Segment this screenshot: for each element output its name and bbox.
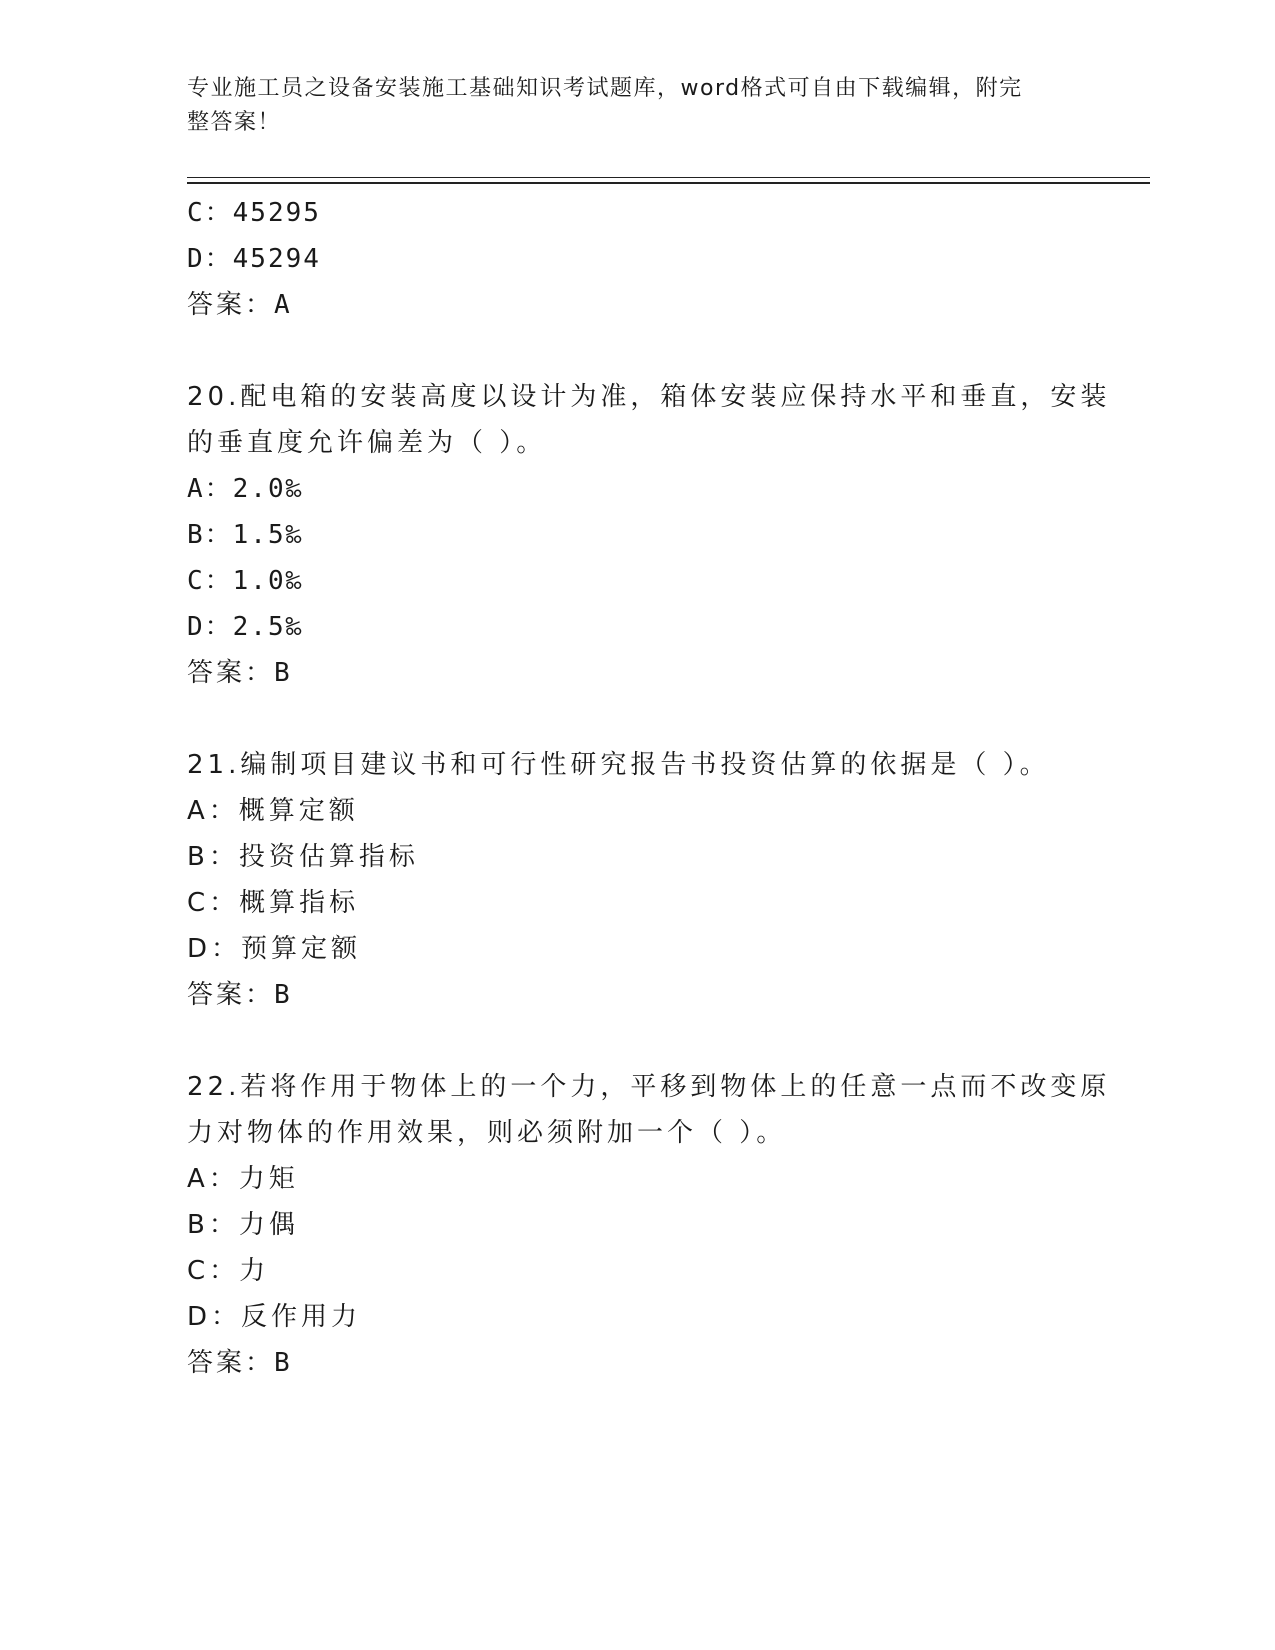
answer-label: 答案： [187, 658, 275, 688]
answer-line [187, 1340, 1087, 1386]
option-d: D：45294 [187, 244, 321, 274]
header-rule-thin [187, 177, 1150, 178]
question-stem: 20.配电箱的安装高度以设计为准，箱体安装应保持水平和垂直，安装 [187, 382, 1111, 412]
document-body [187, 190, 1111, 1386]
answer-line [187, 282, 1087, 328]
option-b: B：1.5‰ [187, 520, 304, 550]
header-line-2: 整答案！ [187, 110, 282, 135]
question-21 [187, 742, 1087, 1018]
option-d: D：预算定额 [187, 934, 362, 964]
answer-line [187, 972, 1087, 1018]
option-a: A：力矩 [187, 1164, 299, 1194]
option-b: B：投资估算指标 [187, 842, 419, 872]
question-19 [187, 190, 1087, 328]
question-20 [187, 374, 1111, 696]
question-stem-cont: 的垂直度允许偏差为（ ）。 [187, 428, 547, 458]
answer-label: 答案： [187, 290, 275, 320]
option-c: C：45295 [187, 198, 321, 228]
question-stem-cont: 力对物体的作用效果，则必须附加一个（ ）。 [187, 1118, 787, 1148]
option-d: D：反作用力 [187, 1302, 362, 1332]
answer-value: B [274, 980, 290, 1010]
header-line-1: 专业施工员之设备安装施工基础知识考试题库，word格式可自由下载编辑，附完 [187, 76, 1023, 101]
option-d: D：2.5‰ [187, 612, 304, 642]
answer-value: B [274, 1348, 290, 1378]
option-c: C：1.0‰ [187, 566, 304, 596]
header-rule-thick [187, 182, 1150, 184]
document-header [187, 72, 1067, 140]
answer-label: 答案： [187, 980, 275, 1010]
option-b: B：力偶 [187, 1210, 299, 1240]
answer-value: B [274, 658, 290, 688]
answer-line [187, 650, 1087, 696]
answer-value: A [274, 290, 290, 320]
question-stem: 22.若将作用于物体上的一个力，平移到物体上的任意一点而不改变原 [187, 1072, 1111, 1102]
option-c: C：力 [187, 1256, 270, 1286]
option-c: C：概算指标 [187, 888, 360, 918]
option-a: A：概算定额 [187, 796, 359, 826]
question-stem: 21.编制项目建议书和可行性研究报告书投资估算的依据是（ ）。 [187, 750, 1050, 780]
option-a: A：2.0‰ [187, 474, 304, 504]
question-22 [187, 1064, 1111, 1386]
answer-label: 答案： [187, 1348, 275, 1378]
